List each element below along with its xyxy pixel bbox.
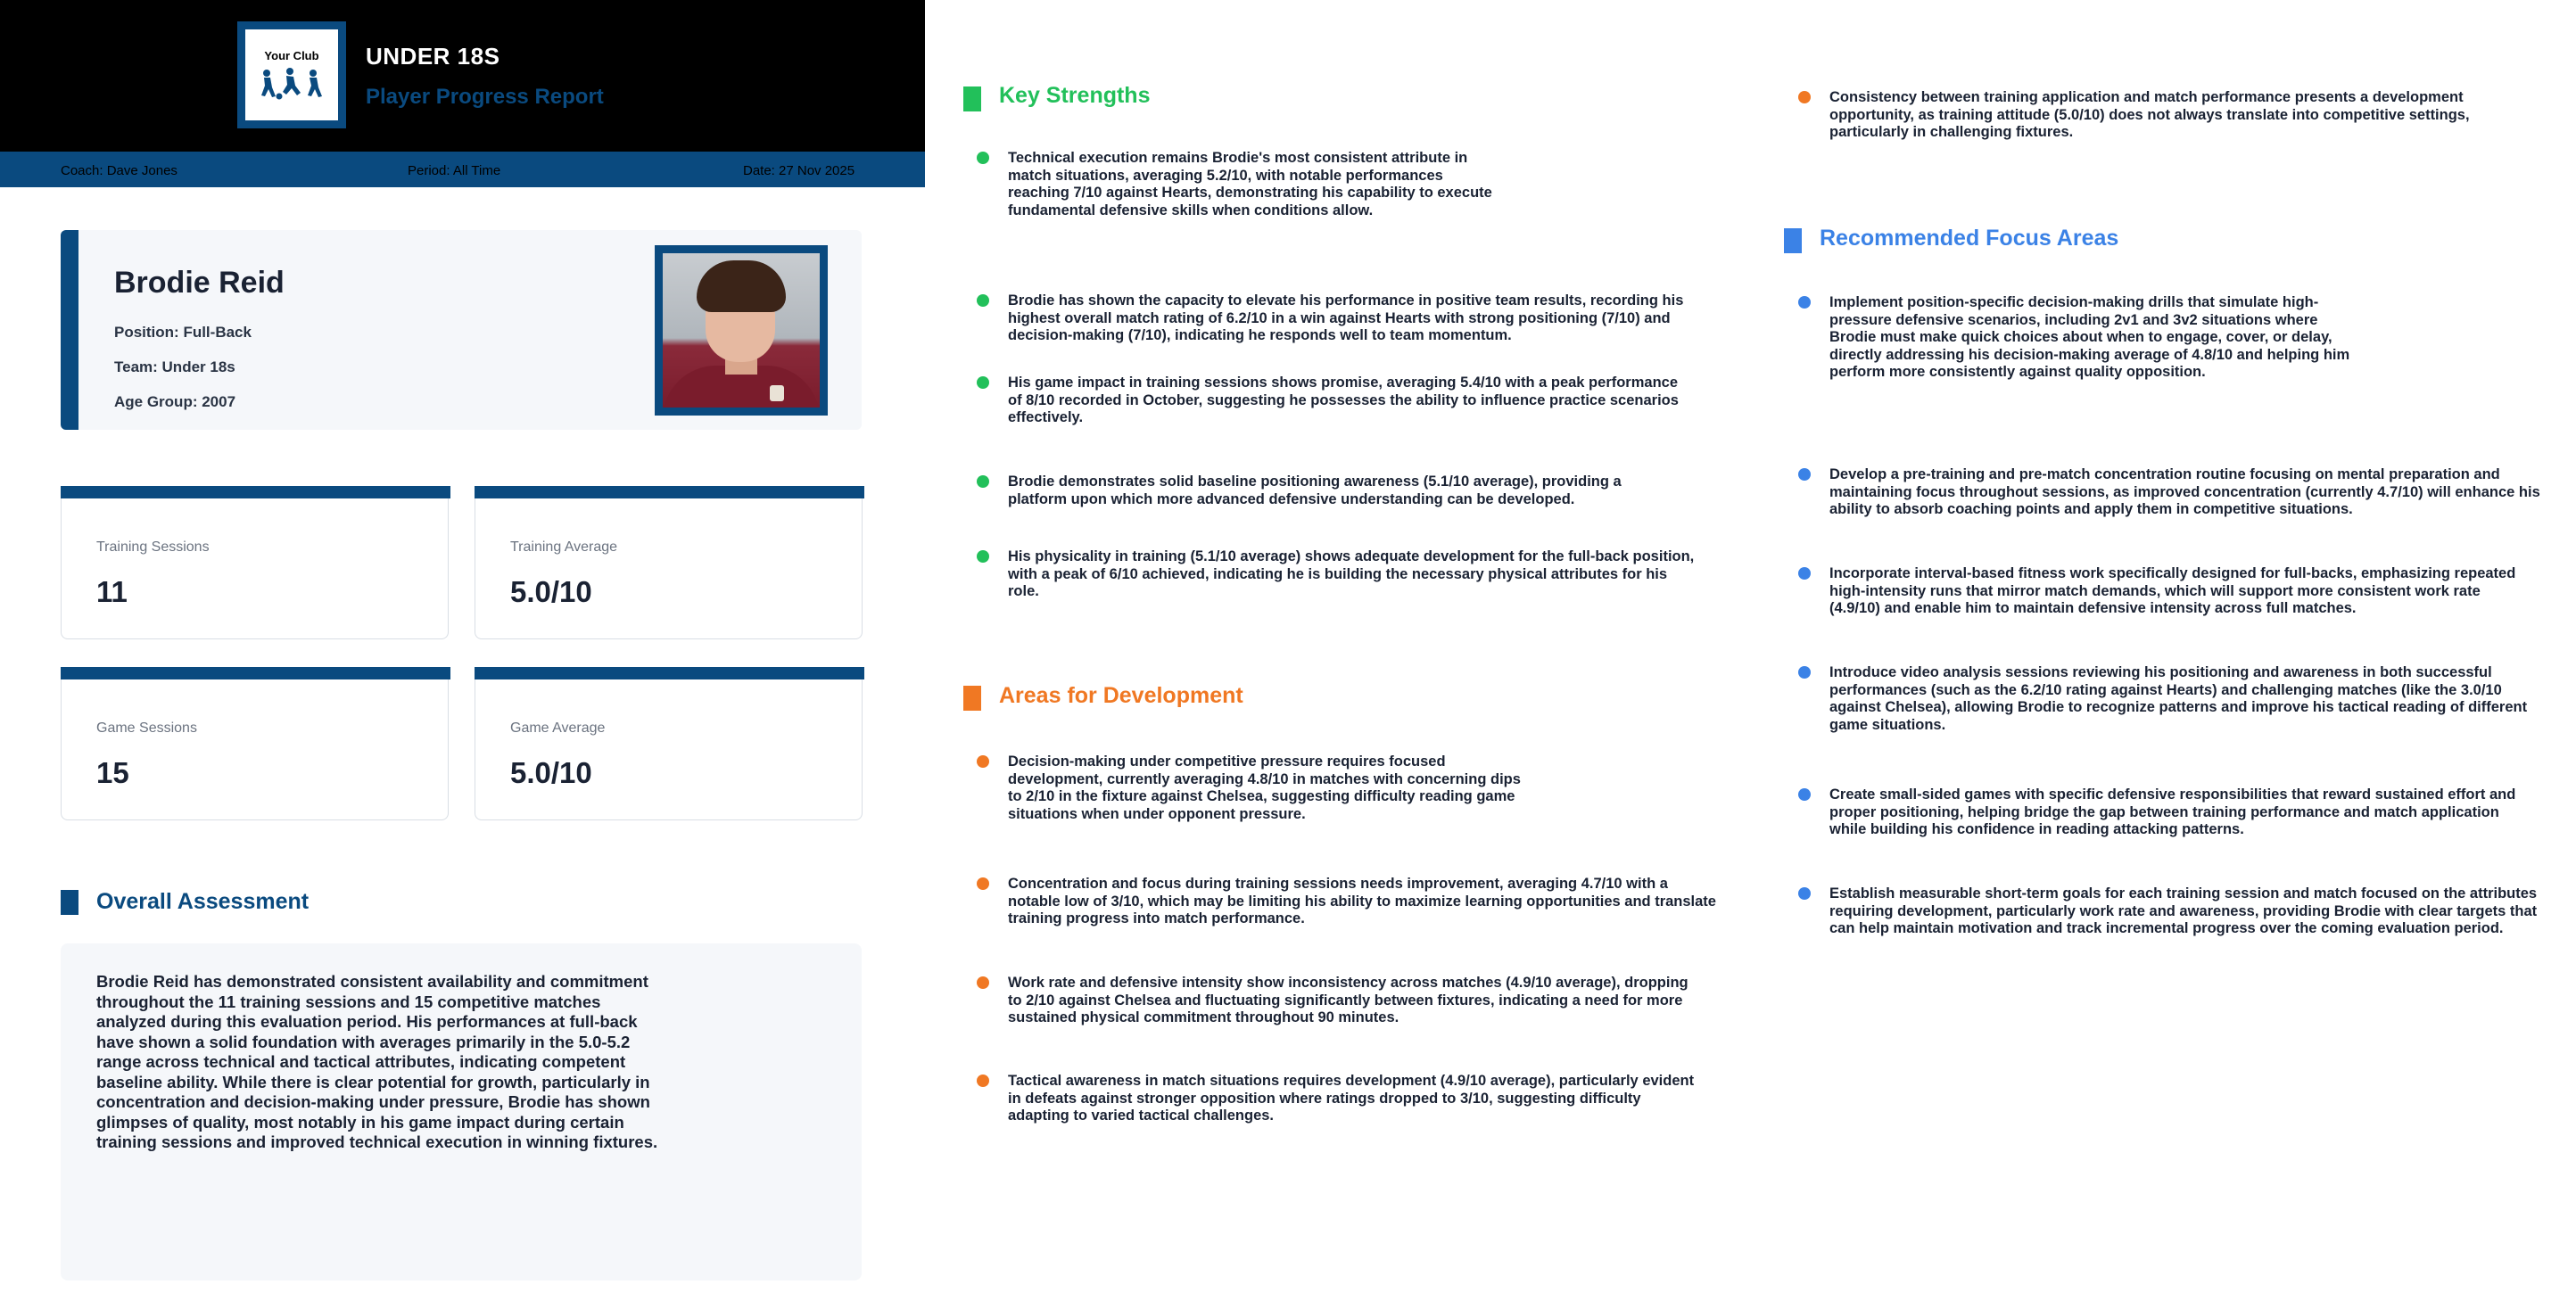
bullet-dot [977, 976, 989, 989]
strength-item [1008, 548, 1695, 601]
football-players-icon [256, 66, 327, 102]
stat-value: 11 [96, 575, 128, 608]
focus-text: Develop a pre-training and pre-match concentration routine focusing on mental preparation and maintaining focus throughout sessions, as improved concentration (currently 4.7/10) will enhance his ability to absorb coaching points and apply them in competitive situations. [1829, 466, 2540, 517]
report-header [0, 0, 925, 152]
development-text: Concentration and focus during training sessions needs improvement, averaging 4.7/10 with a notable low of 3/10, which may be limiting his ability to maximize learning opportunities and translate training progress into match performance. [1008, 876, 1716, 926]
player-name: Brodie Reid [114, 266, 285, 300]
focus-item [1829, 664, 2543, 734]
bullet-dot [977, 376, 989, 389]
key-strengths-title: Key Strengths [999, 83, 1151, 108]
strength-item [1008, 292, 1717, 345]
bullet-dot [977, 475, 989, 488]
overall-assessment-marker [61, 890, 78, 915]
player-position: Position: Full-Back [114, 324, 252, 341]
report-title: Player Progress Report [366, 85, 604, 109]
player-card-accent [61, 230, 78, 430]
development-text: Tactical awareness in match situations requires development (4.9/10 average), particularly evident in defeats against stronger opposition where ratings dropped to 3/10, suggesting difficulty adapting to varied tactical challenges. [1008, 1073, 1695, 1124]
bullet-dot [1798, 788, 1811, 801]
stat-card-game-average [475, 667, 863, 820]
focus-text: Introduce video analysis sessions reviewing his positioning and awareness in both successful performances (such as the 6.2/10 rating against Hearts) and challenging matches (like the 3.0/10 against Chelsea), allowing Brodie to recognize patterns and improve his tactical reading of different game situations. [1829, 664, 2528, 733]
strength-item [1008, 150, 1507, 219]
stat-value: 5.0/10 [510, 756, 592, 789]
focus-item [1829, 565, 2534, 618]
development-item [1008, 753, 1530, 823]
development-text: Consistency between training application and match performance presents a development opportunity, as training attitude (5.0/10) does not always translate into competitive settings, particularly in challenging fixtures. [1829, 89, 2470, 140]
strength-text: Brodie has shown the capacity to elevate his performance in positive team results, recording his highest overall match rating of 6.2/10 in a win against Hearts with strong positioning (7/10) and decision-making (7/10), indicating he responds well to team momentum. [1008, 292, 1684, 343]
development-item [1008, 876, 1717, 928]
period-label: Period: All Time [408, 163, 501, 178]
bullet-dot [977, 877, 989, 890]
player-card [61, 230, 862, 430]
bullet-dot [977, 550, 989, 563]
bullet-dot [1798, 567, 1811, 580]
focus-item [1829, 294, 2351, 382]
stat-label: Game Average [510, 720, 606, 736]
player-photo [663, 253, 820, 408]
bullet-dot [1798, 468, 1811, 481]
strength-item [1008, 375, 1695, 427]
player-age-group: Age Group: 2007 [114, 393, 236, 410]
stat-card-bar [61, 667, 450, 679]
stat-label: Training Average [510, 539, 618, 555]
focus-text: Implement position-specific decision-making drills that simulate high-pressure defensive scenarios, including 2v1 and 3v2 situations where Brodie must make quick choices about when to engage, cover, or delay, directly addressing his decision-making average of 4.8/10 and helping him perform more consistently against quality opposition. [1829, 294, 2350, 380]
focus-text: Establish measurable short-term goals for each training session and match focused on the attributes requiring development, particularly work rate and awareness, providing Brodie with clear targets that can help maintain motivation and track incremental progress over the coming evaluation period. [1829, 885, 2538, 936]
stat-card-bar [61, 486, 450, 498]
bullet-dot [1798, 91, 1811, 103]
strength-text: His game impact in training sessions shows promise, averaging 5.4/10 with a peak performance of 8/10 recorded in October, suggesting he possesses the ability to influence practice scenarios effectively. [1008, 375, 1679, 425]
stat-value: 15 [96, 756, 129, 789]
development-text: Decision-making under competitive pressure requires focused development, currently averaging 4.8/10 in matches with concerning dips to 2/10 in the fixture against Chelsea, suggesting difficulty reading game situations when under opponent pressure. [1008, 753, 1521, 822]
stat-card-training-sessions [61, 486, 449, 639]
key-strengths-marker [963, 86, 981, 111]
recommended-focus-marker [1784, 228, 1802, 253]
club-logo-inner [245, 29, 338, 120]
bullet-dot [977, 152, 989, 164]
development-item [1008, 975, 1695, 1027]
focus-text: Incorporate interval-based fitness work specifically designed for full-backs, emphasizing repeated high-intensity runs that mirror match demands, which will support more consistent work rate (4.9/10) and enable him to maintain defensive intensity across full matches. [1829, 565, 2516, 616]
bullet-dot [1798, 887, 1811, 900]
team-title: UNDER 18S [366, 43, 500, 70]
recommended-focus-title: Recommended Focus Areas [1820, 226, 2119, 251]
stat-card-training-average [475, 486, 863, 639]
strength-text: His physicality in training (5.1/10 average) shows adequate development for the full-back position, with a peak of 6/10 achieved, indicating he is building the necessary physical attributes for his role. [1008, 548, 1695, 599]
areas-for-development-title: Areas for Development [999, 683, 1243, 708]
stat-card-bar [475, 667, 864, 679]
report-meta-bar [0, 152, 925, 187]
stat-label: Training Sessions [96, 539, 210, 555]
focus-text: Create small-sided games with specific defensive responsibilities that reward sustained effort and proper positioning, helping bridge the gap between training performance and match application while building his confidence in reading attacking patterns. [1829, 786, 2516, 837]
bullet-dot [977, 1075, 989, 1087]
strength-text: Brodie demonstrates solid baseline positioning awareness (5.1/10 average), providing a platform upon which more advanced defensive understanding can be developed. [1008, 473, 1622, 507]
overall-assessment-title: Overall Assessment [96, 889, 310, 914]
stat-value: 5.0/10 [510, 575, 592, 608]
overall-assessment-text: Brodie Reid has demonstrated consistent availability and commitment throughout the 11 training sessions and 15 competitive matches analyzed during this evaluation period. His performances at full-back have shown a solid foundation with averages primarily in the 5.0-5.2 range across technical and tactical attributes, indicating competent baseline ability. While there is clear potential for growth, particularly in concentration and decision-making under pressure, Brodie has shown glimpses of quality, most notably in his game impact during certain training sessions and improved technical execution in winning fixtures. [96, 972, 658, 1151]
focus-item [1829, 466, 2543, 519]
stat-card-game-sessions [61, 667, 449, 820]
stat-card-bar [475, 486, 864, 498]
bullet-dot [1798, 666, 1811, 679]
club-logo-text: Your Club [264, 48, 319, 62]
bullet-dot [1798, 296, 1811, 309]
player-team: Team: Under 18s [114, 358, 235, 375]
bullet-dot [977, 294, 989, 307]
strength-item [1008, 473, 1677, 508]
development-item [1829, 89, 2534, 142]
player-photo-frame [655, 245, 828, 416]
focus-item [1829, 786, 2534, 839]
overall-assessment-box [61, 943, 862, 1280]
stat-label: Game Sessions [96, 720, 197, 736]
areas-for-development-marker [963, 686, 981, 711]
bullet-dot [977, 755, 989, 768]
development-text: Work rate and defensive intensity show inconsistency across matches (4.9/10 average), dropping to 2/10 against Chelsea and fluctuating significantly between fixtures, indicating a need for more sustained physical commitment throughout 90 minutes. [1008, 975, 1688, 1025]
development-item [1008, 1073, 1695, 1125]
coach-label: Coach: Dave Jones [61, 163, 178, 178]
focus-item [1829, 885, 2543, 938]
strength-text: Technical execution remains Brodie's most consistent attribute in match situations, averaging 5.2/10, with notable performances reaching 7/10 against Hearts, demonstrating his capability to execute fundamental defensive skills when conditions allow. [1008, 150, 1492, 218]
date-label: Date: 27 Nov 2025 [743, 163, 855, 178]
club-logo [237, 21, 346, 128]
